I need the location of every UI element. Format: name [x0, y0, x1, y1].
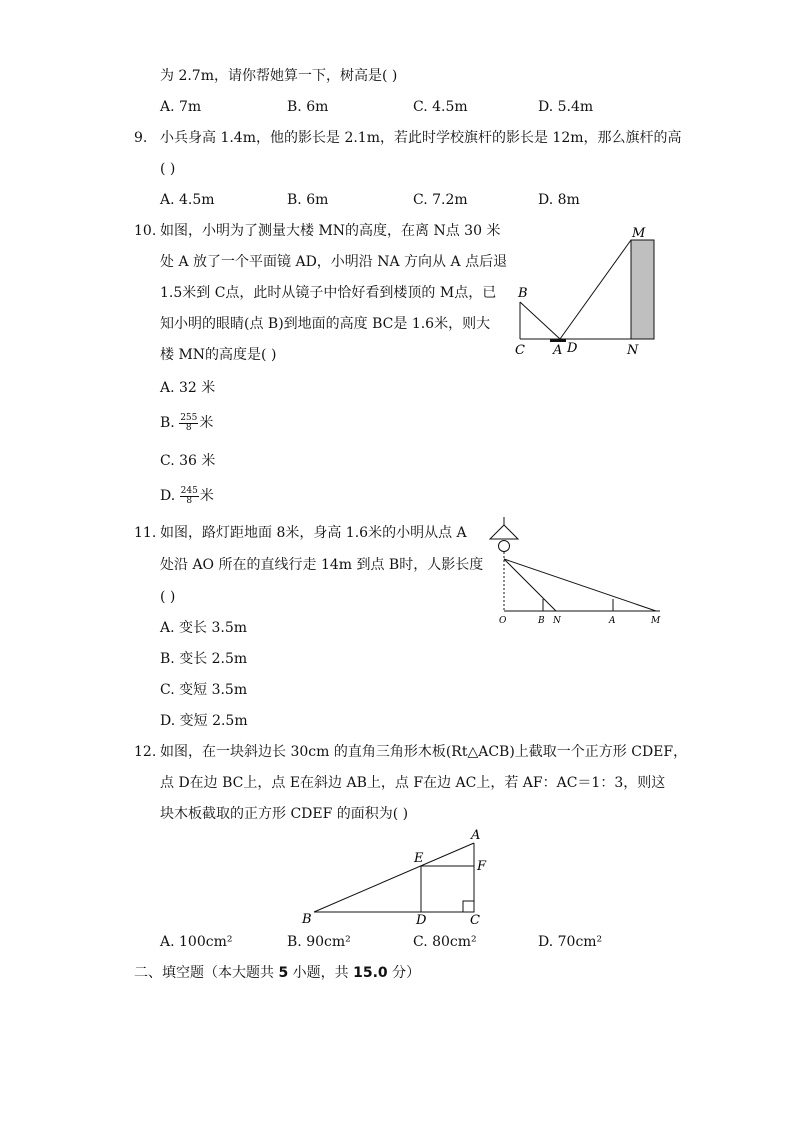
label-d: D: [567, 341, 578, 356]
q12-option-a[interactable]: A. 100cm²: [160, 934, 233, 950]
q11-stem-line1: 如图，路灯距地面 8米，身高 1.6米的小明从点 A: [160, 525, 467, 541]
q11-option-a[interactable]: A. 变长 3.5m: [160, 620, 248, 636]
q9-number: 9.: [134, 130, 148, 146]
label-b: B: [302, 912, 312, 927]
segment-am: [560, 240, 631, 339]
section-2-score: 15.0: [353, 965, 388, 981]
label-d: D: [416, 913, 427, 928]
q12-option-c[interactable]: C. 80cm²: [413, 934, 477, 950]
label-b: B: [518, 286, 528, 301]
q11-stem-line2: 处沿 AO 所在的直线行走 14m 到点 B时，人影长度: [160, 557, 484, 573]
q9-option-a[interactable]: A. 4.5m: [160, 192, 215, 208]
q11-option-c[interactable]: C. 变短 3.5m: [160, 682, 248, 698]
q11-option-b[interactable]: B. 变长 2.5m: [160, 651, 248, 667]
q12-figure: [298, 825, 498, 931]
section-2-count: 5: [278, 965, 289, 981]
label-m: M: [632, 226, 646, 241]
light-ray-bn: [504, 559, 556, 611]
label-n: N: [553, 616, 561, 626]
q10-option-c[interactable]: C. 36 米: [160, 453, 216, 469]
q12-stem-line1: 如图，在一块斜边长 30cm 的直角三角形木板(Rt△ACB)上截取一个正方形 CDEF，: [160, 744, 688, 760]
label-e: E: [414, 851, 424, 866]
q10-option-b-prefix: B.: [160, 415, 180, 431]
q8-option-c[interactable]: C. 4.5m: [413, 99, 468, 115]
lamp-shade: [490, 525, 518, 539]
q10-stem-line3: 1.5米到 C点，此时从镜子中恰好看到楼顶的 M点，已: [160, 285, 497, 301]
q11-stem-line3: ( ): [160, 589, 176, 605]
label-o: O: [499, 616, 507, 626]
section-2-header: [134, 963, 420, 983]
q10-option-d[interactable]: [160, 486, 214, 506]
q10-stem-line4: 知小明的眼睛(点 B)到地面的高度 BC是 1.6米，则大: [160, 316, 491, 332]
q10-option-d-denominator: 8: [186, 495, 193, 506]
building-mn: [631, 240, 654, 339]
label-a: A: [471, 828, 481, 843]
lamp-bulb: [499, 541, 510, 552]
label-c: C: [470, 913, 480, 928]
q11-option-d[interactable]: D. 变短 2.5m: [160, 713, 248, 729]
q9-stem-line2: ( ): [160, 161, 176, 177]
label-b: B: [538, 616, 545, 626]
q8-option-d[interactable]: D. 5.4m: [538, 99, 594, 115]
q12-option-d[interactable]: D. 70cm²: [538, 934, 603, 950]
label-c: C: [515, 343, 525, 358]
section-2-middle: 小题，共: [288, 965, 354, 981]
q10-figure: [505, 220, 665, 360]
label-n: N: [627, 343, 639, 358]
q10-option-d-prefix: D.: [160, 488, 180, 504]
right-angle-mark: [463, 901, 474, 912]
q11-figure: [488, 515, 668, 631]
label-f: F: [477, 859, 487, 874]
q10-option-b-denominator: 8: [185, 422, 192, 433]
square-cdef: [421, 866, 474, 912]
q12-stem-line3: 块木板截取的正方形 CDEF 的面积为( ): [160, 806, 409, 822]
q10-option-d-unit: 米: [199, 488, 214, 504]
mirror-ad: [550, 339, 566, 342]
label-a: A: [609, 616, 616, 626]
section-2-suffix: 分）: [387, 965, 421, 981]
q11-number: 11.: [134, 525, 157, 541]
q10-stem-line1: 如图，小明为了测量大楼 MN的高度，在离 N点 30 米: [160, 223, 501, 239]
label-a: A: [553, 343, 563, 358]
q10-stem-line5: 楼 MN的高度是( ): [160, 347, 277, 363]
q8-option-a[interactable]: A. 7m: [160, 99, 202, 115]
q10-option-b-numerator: 255: [180, 412, 198, 423]
q10-number: 10.: [134, 223, 157, 239]
q12-stem-line2: 点 D在边 BC上，点 E在斜边 AB上，点 F在边 AC上，若 AF：AC＝1：3，则这: [160, 775, 666, 791]
light-ray-am: [504, 559, 656, 611]
q12-option-b[interactable]: B. 90cm²: [287, 934, 351, 950]
q10-option-a[interactable]: A. 32 米: [160, 380, 216, 396]
section-2-prefix: 二、填空题（本大题共: [134, 965, 279, 981]
q10-option-b[interactable]: [160, 413, 213, 433]
q9-stem-line1: 小兵身高 1.4m，他的影长是 2.1m，若此时学校旗杆的影长是 12m，那么旗杆的高: [160, 130, 682, 146]
q9-option-b[interactable]: B. 6m: [287, 192, 329, 208]
label-m: M: [651, 616, 661, 626]
q10-option-d-numerator: 245: [180, 485, 198, 496]
q9-option-c[interactable]: C. 7.2m: [413, 192, 468, 208]
q10-option-d-fraction: [180, 487, 199, 506]
q8-option-b[interactable]: B. 6m: [287, 99, 329, 115]
q8-stem-tail: 为 2.7m，请你帮她算一下，树高是( ): [160, 68, 398, 84]
q10-option-b-unit: 米: [199, 415, 214, 431]
q12-number: 12.: [134, 744, 157, 760]
hypotenuse-ab: [314, 843, 474, 912]
q10-stem-line2: 处 A 放了一个平面镜 AD，小明沿 NA 方向从 A 点后退: [160, 254, 508, 270]
q9-option-d[interactable]: D. 8m: [538, 192, 580, 208]
q10-option-b-fraction: [179, 414, 198, 433]
segment-ba: [520, 302, 560, 339]
